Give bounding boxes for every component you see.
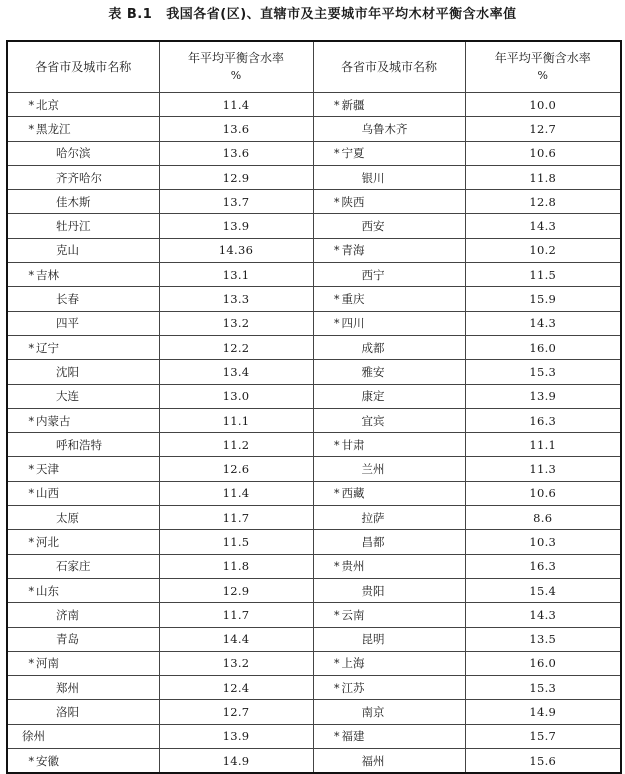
region-name-cell [313,700,465,724]
province-marker: * [28,98,34,112]
moisture-value-cell: 11.2 [159,433,313,457]
region-name-cell [7,676,159,700]
region-name-cell [7,141,159,165]
moisture-value-cell: 14.3 [465,603,621,627]
region-name-cell [7,214,159,238]
city-name: 克山 [56,243,79,258]
city-name: 兰州 [361,462,385,477]
region-name-cell [313,238,465,262]
moisture-value-cell: 12.9 [159,165,313,189]
moisture-value-cell: 11.8 [159,554,313,578]
left-value-header: 年平均平衡含水率 % [159,41,313,93]
province-marker: * [28,657,34,671]
province-marker: * [28,487,34,501]
table-row [7,165,621,189]
city-name: 牡丹江 [56,219,91,234]
table-title: 我国各省(区)、直辖市及主要城市年平均木材平衡含水率值 [166,7,517,22]
city-name: 哈尔滨 [56,146,91,161]
region-name-cell [313,287,465,311]
region-name-cell [313,384,465,408]
moisture-value-cell: 12.8 [465,190,621,214]
region-name-cell [7,700,159,724]
city-name: 福州 [361,753,385,768]
moisture-value-cell: 11.8 [465,165,621,189]
city-name: 石家庄 [56,559,91,574]
table-row [7,554,621,578]
region-name-cell [7,287,159,311]
moisture-value-cell: 11.1 [159,408,313,432]
province-marker: * [28,122,34,136]
province-marker: * [28,754,34,768]
moisture-value-cell: 14.9 [159,749,313,774]
region-name-cell [313,433,465,457]
province-marker: * [334,560,340,574]
moisture-value-cell: 13.3 [159,287,313,311]
region-name-cell [313,627,465,651]
region-name-cell [7,627,159,651]
province-name: 安徽 [36,753,59,768]
province-marker: * [334,293,340,307]
table-row [7,263,621,287]
city-name: 洛阳 [56,705,79,720]
left-name-header: 各省市及城市名称 [7,41,159,93]
city-name: 宜宾 [361,413,385,428]
moisture-value-cell: 14.3 [465,311,621,335]
table-row [7,603,621,627]
region-name-cell [7,506,159,530]
table-row [7,578,621,602]
province-name: 辽宁 [36,340,59,355]
region-name-cell [7,578,159,602]
moisture-value-cell: 10.0 [465,93,621,117]
table-row [7,141,621,165]
region-name-cell [313,651,465,675]
table-row [7,360,621,384]
region-name-cell [7,190,159,214]
table-row [7,433,621,457]
region-name-cell [7,335,159,359]
province-name: 内蒙古 [36,413,71,428]
moisture-value-cell: 14.4 [159,627,313,651]
province-marker: * [334,195,340,209]
city-name: 济南 [56,607,79,622]
region-name-cell [313,190,465,214]
table-row [7,214,621,238]
city-name: 太原 [56,510,79,525]
moisture-value-cell: 13.9 [465,384,621,408]
region-name-cell [7,554,159,578]
moisture-value-cell: 12.7 [159,700,313,724]
table-row [7,676,621,700]
moisture-value-cell: 12.6 [159,457,313,481]
city-name: 昆明 [361,632,385,647]
province-marker: * [334,244,340,258]
city-name: 徐州 [22,729,45,744]
moisture-value-cell: 13.2 [159,311,313,335]
moisture-value-cell: 13.5 [465,627,621,651]
city-name: 银川 [361,170,385,185]
region-name-cell [7,408,159,432]
region-name-cell [313,360,465,384]
province-marker: * [334,147,340,161]
province-marker: * [334,98,340,112]
city-name: 沈阳 [56,364,79,379]
moisture-value-cell: 11.4 [159,481,313,505]
table-row [7,311,621,335]
city-name: 四平 [56,316,79,331]
table-row [7,335,621,359]
moisture-value-cell: 14.9 [465,700,621,724]
province-marker: * [28,268,34,282]
province-name: 山西 [36,486,59,501]
province-marker: * [334,487,340,501]
province-name: 河北 [36,534,59,549]
province-marker: * [334,438,340,452]
moisture-value-cell: 10.3 [465,530,621,554]
region-name-cell [313,335,465,359]
moisture-value-cell: 12.9 [159,578,313,602]
region-name-cell [313,676,465,700]
province-name: 上海 [341,656,365,671]
region-name-cell [7,360,159,384]
region-name-cell [7,117,159,141]
moisture-value-cell: 15.3 [465,360,621,384]
city-name: 康定 [361,389,385,404]
region-name-cell [7,165,159,189]
moisture-value-cell: 16.0 [465,335,621,359]
province-name: 宁夏 [341,146,365,161]
region-name-cell [313,554,465,578]
moisture-value-cell: 13.6 [159,117,313,141]
moisture-value-cell: 14.36 [159,238,313,262]
province-name: 西藏 [341,486,365,501]
moisture-value-cell: 12.7 [465,117,621,141]
province-marker: * [28,414,34,428]
province-name: 新疆 [341,97,365,112]
province-name: 黑龙江 [36,121,71,136]
table-row [7,481,621,505]
region-name-cell [7,749,159,774]
region-name-cell [313,93,465,117]
region-name-cell [313,724,465,748]
region-name-cell [313,263,465,287]
moisture-value-cell: 13.2 [159,651,313,675]
province-marker: * [28,584,34,598]
moisture-value-cell: 16.3 [465,554,621,578]
city-name: 齐齐哈尔 [56,170,102,185]
province-marker: * [334,608,340,622]
moisture-value-cell: 14.3 [465,214,621,238]
moisture-value-cell: 11.3 [465,457,621,481]
province-name: 青海 [341,243,365,258]
moisture-value-cell: 8.6 [465,506,621,530]
moisture-value-cell: 13.9 [159,214,313,238]
region-name-cell [7,433,159,457]
region-name-cell [313,117,465,141]
region-name-cell [7,311,159,335]
moisture-value-cell: 13.0 [159,384,313,408]
moisture-value-cell: 10.2 [465,238,621,262]
table-row [7,651,621,675]
moisture-value-cell: 13.4 [159,360,313,384]
moisture-value-cell: 13.7 [159,190,313,214]
city-name: 雅安 [361,364,385,379]
table-row [7,457,621,481]
table-row [7,408,621,432]
moisture-value-cell: 10.6 [465,141,621,165]
moisture-value-cell: 15.9 [465,287,621,311]
region-name-cell [7,457,159,481]
region-name-cell [7,263,159,287]
moisture-value-cell: 16.3 [465,408,621,432]
province-name: 山东 [36,583,59,598]
right-value-header: 年平均平衡含水率 % [465,41,621,93]
moisture-content-table [6,40,622,774]
moisture-value-cell: 11.5 [159,530,313,554]
province-marker: * [28,463,34,477]
region-name-cell [313,214,465,238]
city-name: 南京 [361,705,385,720]
province-marker: * [334,681,340,695]
city-name: 青岛 [56,632,79,647]
province-name: 吉林 [36,267,59,282]
moisture-value-cell: 13.9 [159,724,313,748]
province-name: 河南 [36,656,59,671]
city-name: 乌鲁木齐 [361,121,408,136]
region-name-cell [313,749,465,774]
province-name: 北京 [36,97,59,112]
province-marker: * [334,657,340,671]
moisture-value-cell: 15.3 [465,676,621,700]
city-name: 大连 [56,389,79,404]
region-name-cell [7,481,159,505]
province-name: 甘肃 [341,437,365,452]
moisture-value-cell: 15.7 [465,724,621,748]
moisture-value-cell: 16.0 [465,651,621,675]
table-row [7,238,621,262]
right-name-header: 各省市及城市名称 [313,41,465,93]
region-name-cell [7,603,159,627]
region-name-cell [313,311,465,335]
table-row [7,190,621,214]
region-name-cell [7,651,159,675]
region-name-cell [7,530,159,554]
moisture-value-cell: 11.7 [159,506,313,530]
province-name: 陕西 [341,194,365,209]
moisture-value-cell: 13.6 [159,141,313,165]
region-name-cell [313,530,465,554]
region-name-cell [313,165,465,189]
table-row [7,287,621,311]
city-name: 呼和浩特 [56,437,102,452]
province-name: 四川 [341,316,365,331]
region-name-cell [7,384,159,408]
table-row [7,627,621,651]
province-marker: * [334,317,340,331]
city-name: 拉萨 [361,510,385,525]
city-name: 佳木斯 [56,194,91,209]
province-name: 贵州 [341,559,365,574]
moisture-value-cell: 11.1 [465,433,621,457]
table-row [7,93,621,117]
moisture-value-cell: 11.5 [465,263,621,287]
moisture-value-cell: 13.1 [159,263,313,287]
table-row [7,724,621,748]
province-name: 福建 [341,729,365,744]
province-marker: * [334,730,340,744]
table-caption [0,4,625,26]
moisture-value-cell: 15.4 [465,578,621,602]
moisture-value-cell: 11.4 [159,93,313,117]
moisture-value-cell: 12.2 [159,335,313,359]
province-marker: * [28,341,34,355]
table-row [7,384,621,408]
header-row [7,41,621,93]
region-name-cell [313,457,465,481]
table-row [7,530,621,554]
moisture-value-cell: 11.7 [159,603,313,627]
city-name: 昌都 [361,534,385,549]
region-name-cell [313,481,465,505]
moisture-value-cell: 15.6 [465,749,621,774]
province-name: 天津 [36,462,59,477]
moisture-value-cell: 10.6 [465,481,621,505]
province-name: 重庆 [341,292,365,307]
table-row [7,117,621,141]
table-row [7,506,621,530]
city-name: 成都 [361,340,385,355]
city-name: 西安 [361,219,385,234]
region-name-cell [313,141,465,165]
province-name: 江苏 [341,680,365,695]
city-name: 贵阳 [361,583,385,598]
province-name: 云南 [341,607,365,622]
city-name: 西宁 [361,267,385,282]
region-name-cell [313,506,465,530]
region-name-cell [7,724,159,748]
city-name: 长春 [56,292,79,307]
region-name-cell [7,238,159,262]
region-name-cell [313,408,465,432]
moisture-value-cell: 12.4 [159,676,313,700]
table-number: 表 B.1 [108,7,153,22]
table-row [7,749,621,774]
city-name: 郑州 [56,680,79,695]
region-name-cell [313,603,465,627]
region-name-cell [313,578,465,602]
table-row [7,700,621,724]
province-marker: * [28,535,34,549]
region-name-cell [7,93,159,117]
